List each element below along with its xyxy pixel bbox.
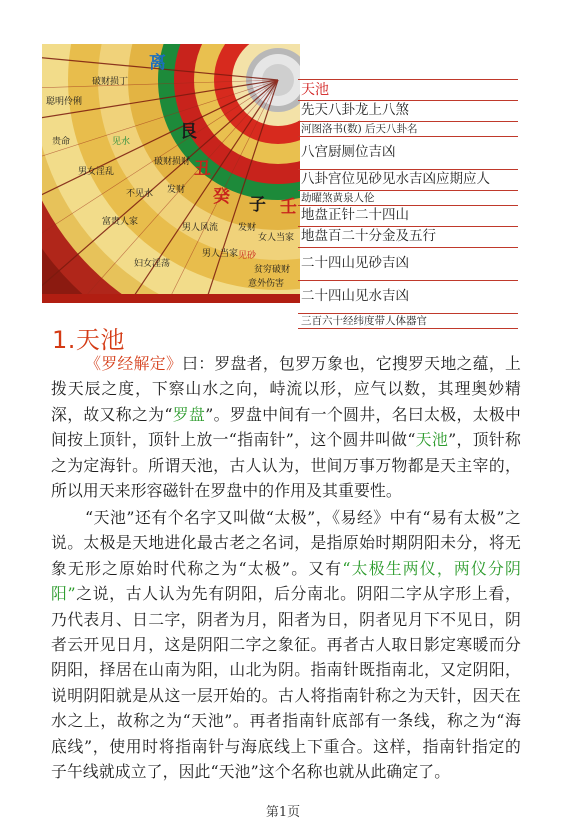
legend-row-jingwei: 三百六十经纬度带人体器官 [298,314,518,329]
compass-char-gen: 艮 [180,122,197,142]
compass-char-chou: 丑 [194,159,211,179]
compass-text-9: 男女淫乱 [78,167,115,177]
compass-graphic [42,44,300,303]
legend-row-xiantian: 先天八卦龙上八煞 [298,101,518,122]
compass-text-10: 男人当家 [202,249,239,259]
page-number: 第1页 [265,805,301,820]
compass-text-6: 贫穷破财 [254,265,291,275]
highlighted-text: “太极生两仪，两仪分阴阳” [51,558,521,604]
highlighted-text: 天池 [415,430,449,450]
compass-text-12: 意外伤害 [248,279,285,289]
compass-char-gui: 癸 [213,187,230,207]
paragraph-text: 之说，古人认为先有阴阳，后分南北。阴阳二字从字形上看，乃代表月、日二字，阴者为月，阳者为日，阴者见月下不见日，阴者云开见日月，这是阴阳二字之象征。再者古人取日影定寒暖而分阴阳，择居在山南为阳，山北为阴。指南针既指南北，又定阴阳，说明阴阳就是从这一层开始的。古人将指南针称之为天针，因天在水之上，故称之为“天池”。再者指南针底部有一条线，称之为“海底线”，使用时将指南针与海底线上下重合。这样，指南针指定的子午线就成立了，因此“天池”这个名称也就从此确定了。 [51,584,521,782]
compass-legend [298,79,518,329]
compass-text-13: 见水 [112,137,131,147]
legend-row-bagong: 八宫厨厕位吉凶 [298,137,518,170]
compass-text-3: 男人风流 [182,223,219,233]
paragraph-text: ”。罗盘中间有一个圆井，名曰太极，太极中间按上顶针，顶针上放一“指南针”，这个圆井叫做“ [51,404,522,450]
legend-row-jieyao: 劫曜煞黄泉人伦 [298,191,518,206]
compass-text-14: 见砂 [238,251,257,261]
section-heading: 1.天池 [52,326,125,354]
legend-row-hetu: 河图洛书(数) 后天八卦名 [298,122,518,137]
compass-text-2: 破财损丁 [92,77,129,87]
paragraph-text: “天池”还有个名字又叫做“太极”，《易经》中有“易有太极”之说。太极是天地进化最古老之名词，是指原始时期阴阳未分，将无象无形之原始时代称之为“太极”。又有 [51,508,521,578]
book-title-text: 《罗经解定》 [85,354,183,373]
compass-text-4: 发财 [167,185,186,195]
compass-char-zi: 子 [249,195,266,215]
compass-text-11: 女人当家 [258,233,295,243]
body-paragraph-1 [51,351,521,503]
highlighted-text: 罗盘 [172,404,206,424]
legend-row-jiansha: 二十四山见砂吉凶 [298,248,518,281]
compass-text-1: 聪明伶俐 [46,97,83,107]
legend-row-jianshui: 二十四山见水吉凶 [298,281,518,314]
compass-char-ren: 壬 [280,197,297,217]
legend-row-bagua: 八卦宫位见砂见水吉凶应期应人 [298,170,518,191]
compass-text-16: 发财 [238,223,257,233]
compass-text-7: 富贵人家 [102,217,139,227]
compass-text-17: 贵命 [52,137,71,147]
paragraph-text: 曰：罗盘者，包罗万象也，它搜罗天地之蕴，上拨天辰之度，下察山水之向，峙流以形，应气以数，其理奥妙精深，故又称之为“ [51,354,521,424]
luopan-compass-image [42,44,300,303]
legend-row-zhengzhen: 地盘正针二十四山 [298,206,518,227]
paragraph-text: ”，顶针称之为定海针。所谓天池，古人认为，世间万事万物都是天主宰的，所以用天来形容磁针在罗盘中的作用及其重要性。 [51,430,521,501]
legend-row-tianchi: 天池 [298,80,518,101]
legend-row-fenjin: 地盘百二十分金及五行 [298,227,518,248]
compass-text-8: 妇女淫荡 [134,259,171,269]
body-paragraph-2 [51,505,521,784]
compass-char-li: 离 [149,53,166,73]
compass-text-15: 不见水 [126,189,154,199]
compass-text-5: 破财损财 [154,157,191,167]
